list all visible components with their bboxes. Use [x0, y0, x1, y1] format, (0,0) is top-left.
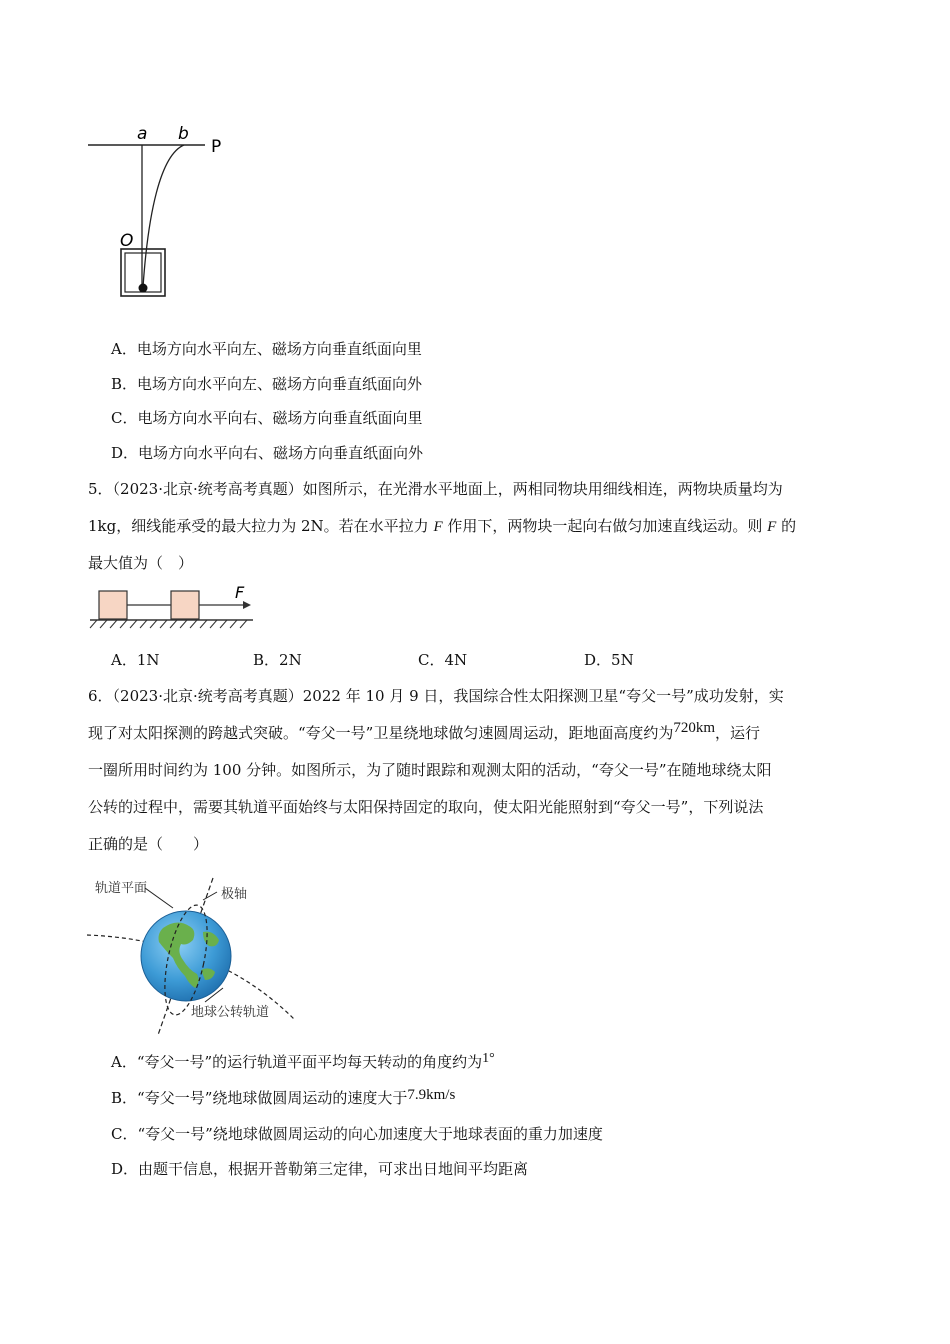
- polar-axis-label: 极轴: [221, 887, 248, 902]
- q4-option-d[interactable]: D．电场方向水平向右、磁场方向垂直纸面向外: [111, 444, 424, 462]
- q6-option-d[interactable]: D．由题干信息，根据开普勒第三定律，可求出日地间平均距离: [111, 1160, 529, 1178]
- label-O: O: [120, 231, 134, 251]
- q5-stem-line3: 最大值为（ ）: [88, 554, 194, 572]
- label-b: b: [178, 124, 189, 144]
- orbit-plane-label: 轨道平面: [95, 881, 148, 896]
- label-a: a: [137, 124, 148, 144]
- blocks-figure: [85, 585, 260, 633]
- q5-stem-line2: 1kg，细线能承受的最大拉力为 2N。若在水平拉力 F 作用下，两物块一起向右做匀加速直线运动。则 F 的: [88, 517, 797, 535]
- q6-option-b[interactable]: B．“夸父一号”绕地球做圆周运动的速度大于7.9km/s: [111, 1087, 456, 1107]
- q5-option-c[interactable]: C．4N: [418, 651, 468, 669]
- q6-stem-line5: 正确的是（ ）: [88, 835, 209, 853]
- force-label: F: [235, 585, 245, 602]
- q6-option-c[interactable]: C．“夸父一号”绕地球做圆周运动的向心加速度大于地球表面的重力加速度: [111, 1125, 603, 1143]
- q6-stem-line4: 公转的过程中，需要其轨道平面始终与太阳保持固定的取向，使太阳光能照射到“夸父一号”，下列说法: [88, 798, 764, 816]
- pendulum-figure: [80, 115, 240, 305]
- q6-stem-line2: 现了对太阳探测的跨越式突破。“夸父一号”卫星绕地球做匀速圆周运动，距地面高度约为720km，运行: [88, 720, 761, 742]
- q4-option-c[interactable]: C．电场方向水平向右、磁场方向垂直纸面向里: [111, 409, 423, 427]
- label-P: P: [211, 137, 222, 157]
- q5-option-d[interactable]: D．5N: [584, 651, 634, 669]
- q5-stem-line1: 5．（2023·北京·统考高考真题）如图所示，在光滑水平地面上，两相同物块用细线相连，两物块质量均为: [88, 480, 783, 498]
- q5-option-a[interactable]: A．1N: [111, 651, 160, 669]
- q6-option-a[interactable]: A．“夸父一号”的运行轨道平面平均每天转动的角度约为1°: [111, 1051, 495, 1071]
- q4-option-a[interactable]: A．电场方向水平向左、磁场方向垂直纸面向里: [111, 340, 422, 358]
- q6-stem-line3: 一圈所用时间约为 100 分钟。如图所示，为了随时跟踪和观测太阳的活动，“夸父一号”在随地球绕太阳: [88, 761, 772, 779]
- q6-stem-line1: 6．（2023·北京·统考高考真题）2022 年 10 月 9 日，我国综合性太阳探测卫星“夸父一号”成功发射，实: [88, 687, 784, 705]
- revolution-orbit-label: 地球公转轨道: [191, 1005, 270, 1020]
- q5-option-b[interactable]: B．2N: [253, 651, 302, 669]
- q4-option-b[interactable]: B．电场方向水平向左、磁场方向垂直纸面向外: [111, 375, 423, 393]
- earth-orbit-figure: [85, 870, 310, 1040]
